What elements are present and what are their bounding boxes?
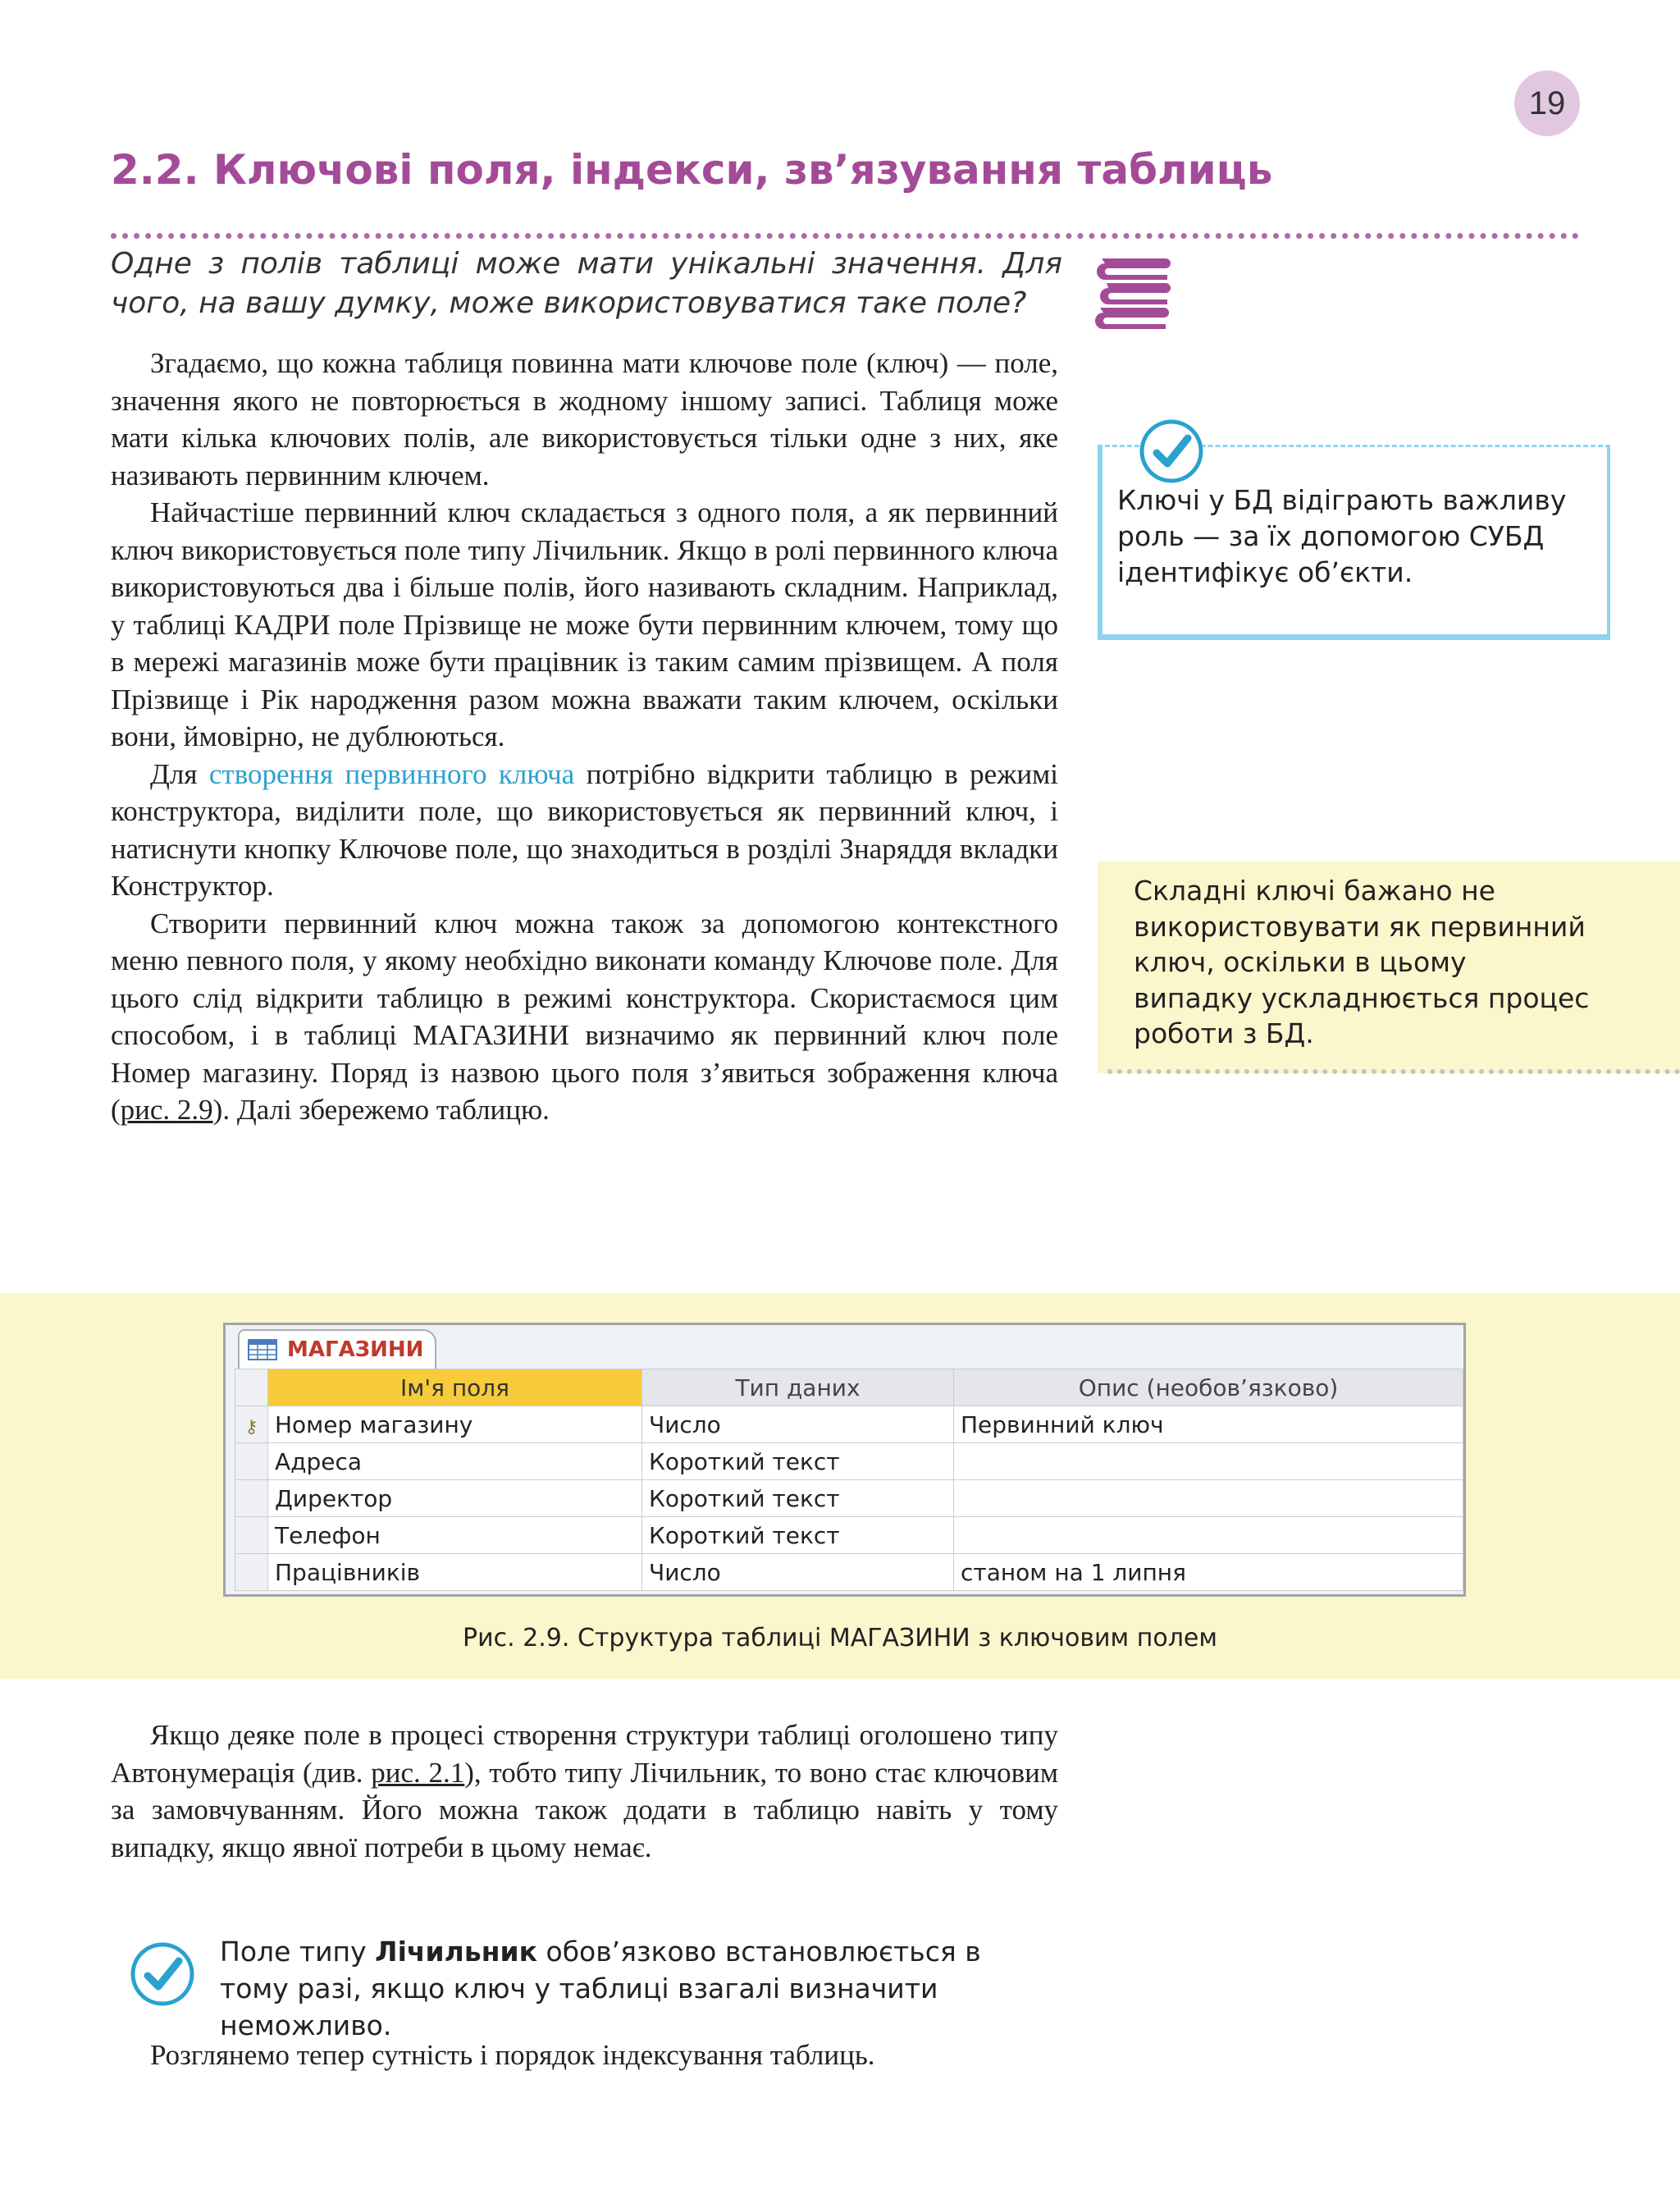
body-text-upper [111,345,1058,1129]
data-type-cell[interactable]: Число [642,1554,954,1591]
table-row[interactable] [235,1517,1463,1554]
data-type-cell[interactable]: Короткий текст [642,1443,954,1480]
table-row[interactable] [235,1406,1463,1443]
paragraph-6: Розглянемо тепер сутність і порядок індексування таблиць. [150,2039,875,2071]
section-title: 2.2. Ключові поля, індекси, зв’язування таблиць [111,146,1273,194]
field-name-cell[interactable]: Телефон [268,1517,642,1554]
description-cell[interactable]: Первинний ключ [954,1406,1463,1443]
row-selector-header [235,1369,268,1406]
yellow-note-text: Складні ключі бажано не використовувати як первинний ключ, оскільки в цьому випадку ускладнюється процес роботи з БД. [1134,875,1590,1049]
page-number: 19 [1514,71,1580,136]
paragraph-5-end: ), тобто типу Лічильник, то воно стає ключовим за замовчуванням. Його можна також додати в таблицю навіть у тому випадку, якщо явної потреби в цьому немає. [111,1756,1058,1863]
table-tab[interactable] [238,1329,436,1369]
tip-text [220,1933,1032,2044]
description-cell[interactable]: станом на 1 липня [954,1554,1463,1591]
table-row[interactable] [235,1480,1463,1517]
paragraph-3-start: Для [150,757,209,790]
paragraph-4 [111,905,1058,1129]
column-header-data-type[interactable]: Тип даних [642,1369,954,1406]
paragraph-3 [111,756,1058,905]
paragraph-5 [111,1716,1058,1866]
check-icon [130,1941,195,2007]
data-type-cell[interactable]: Короткий текст [642,1517,954,1554]
row-selector[interactable] [235,1480,268,1517]
design-grid [235,1369,1463,1591]
paragraph-5-start: Якщо деяке поле в процесі створення структури таблиці оголошено типу Автонумерація (див. [111,1719,1058,1789]
yellow-note-divider [1107,1069,1680,1074]
figure-ref-2-9[interactable]: рис. 2.9 [120,1094,213,1126]
description-cell[interactable] [954,1480,1463,1517]
design-grid-header [235,1369,1463,1406]
intro-question: Одне з полів таблиці може мати унікальні значення. Для чого, на вашу думку, може використовуватися таке поле? [111,247,1062,320]
row-selector[interactable] [235,1554,268,1591]
field-name-cell[interactable]: Номер магазину [268,1406,642,1443]
paragraph-3-end: потрібно відкрити таблицю в режимі конструктора, виділити поле, що використовується як первинний ключ, і натиснути кнопку Ключове поле, що знаходиться в розділі Знаряддя вкладки Конструктор. [111,757,1058,902]
tip-bold-term: Лічильник [375,1936,538,1968]
field-name-cell[interactable]: Адреса [268,1443,642,1480]
table-row[interactable] [235,1443,1463,1480]
description-cell[interactable] [954,1517,1463,1554]
row-selector[interactable] [235,1443,268,1480]
figure-caption: Рис. 2.9. Структура таблиці МАГАЗИНИ з ключовим полем [463,1624,1217,1652]
table-tab-label: МАГАЗИНИ [287,1337,424,1362]
data-type-cell[interactable]: Число [642,1406,954,1443]
check-icon [1139,418,1204,484]
body-text-lower [111,1716,1058,1866]
body-text-final [111,2036,1058,2074]
term-link-primary-key: створення первинного ключа [208,757,575,790]
paragraph-1: Згадаємо, що кожна таблиця повинна мати ключове поле (ключ) — поле, значення якого не повторюється в жодному іншому записі. Таблиця може мати кілька ключових полів, але використовується тільки одне з них, яке називають первинним ключем. [111,347,1058,491]
description-cell[interactable] [954,1443,1463,1480]
side-note-text: Ключі у БД відіграють важливу роль — за їх допомогою СУБД ідентифікує об’єкти. [1117,484,1567,588]
paragraph-4-start: Створити первинний ключ можна також за допомогою контекстного меню певного поля, у якому необхідно виконати команду Ключове поле. Для цього слід відкрити таблицю в режимі конструктора. Скористаємося цим способом, і в таблиці МАГАЗИНИ визначимо як первинний ключ поле Номер магазину. Поряд із назвою цього поля з’явиться зображення ключа ( [111,907,1058,1126]
row-selector[interactable] [235,1517,268,1554]
data-type-cell[interactable]: Короткий текст [642,1480,954,1517]
tip-end: обов’язково встановлюється в тому разі, якщо ключ у таблиці взагалі визначити неможливо. [220,1936,981,2041]
column-header-description[interactable]: Опис (необов’язково) [954,1369,1463,1406]
figure-ref-2-1[interactable]: рис. 2.1 [371,1756,465,1789]
field-name-cell[interactable]: Директор [268,1480,642,1517]
primary-key-icon: ⚷ [235,1406,268,1443]
field-name-cell[interactable]: Працівників [268,1554,642,1591]
table-row[interactable] [235,1554,1463,1591]
paragraph-2: Найчастіше первинний ключ складається з одного поля, а як первинний ключ використовується поле типу Лічильник. Якщо в ролі первинного ключа використовуються два і більше полів, його називають складним. Наприклад, у таблиці КАДРИ поле Прізвище не може бути первинним ключем, тому що в мережі магазинів може бути працівник із таким самим прізвищем. А поля Прізвище і Рік народження разом можна вважати таким ключем, оскільки вони, ймовірно, не дублюються. [111,496,1058,752]
books-icon [1095,250,1177,336]
paragraph-4-end: ). Далі збережемо таблицю. [212,1094,550,1126]
column-header-field-name[interactable]: Ім'я поля [268,1369,642,1406]
title-divider [111,233,1579,239]
tip-start: Поле типу [220,1936,376,1968]
table-icon [248,1339,277,1360]
